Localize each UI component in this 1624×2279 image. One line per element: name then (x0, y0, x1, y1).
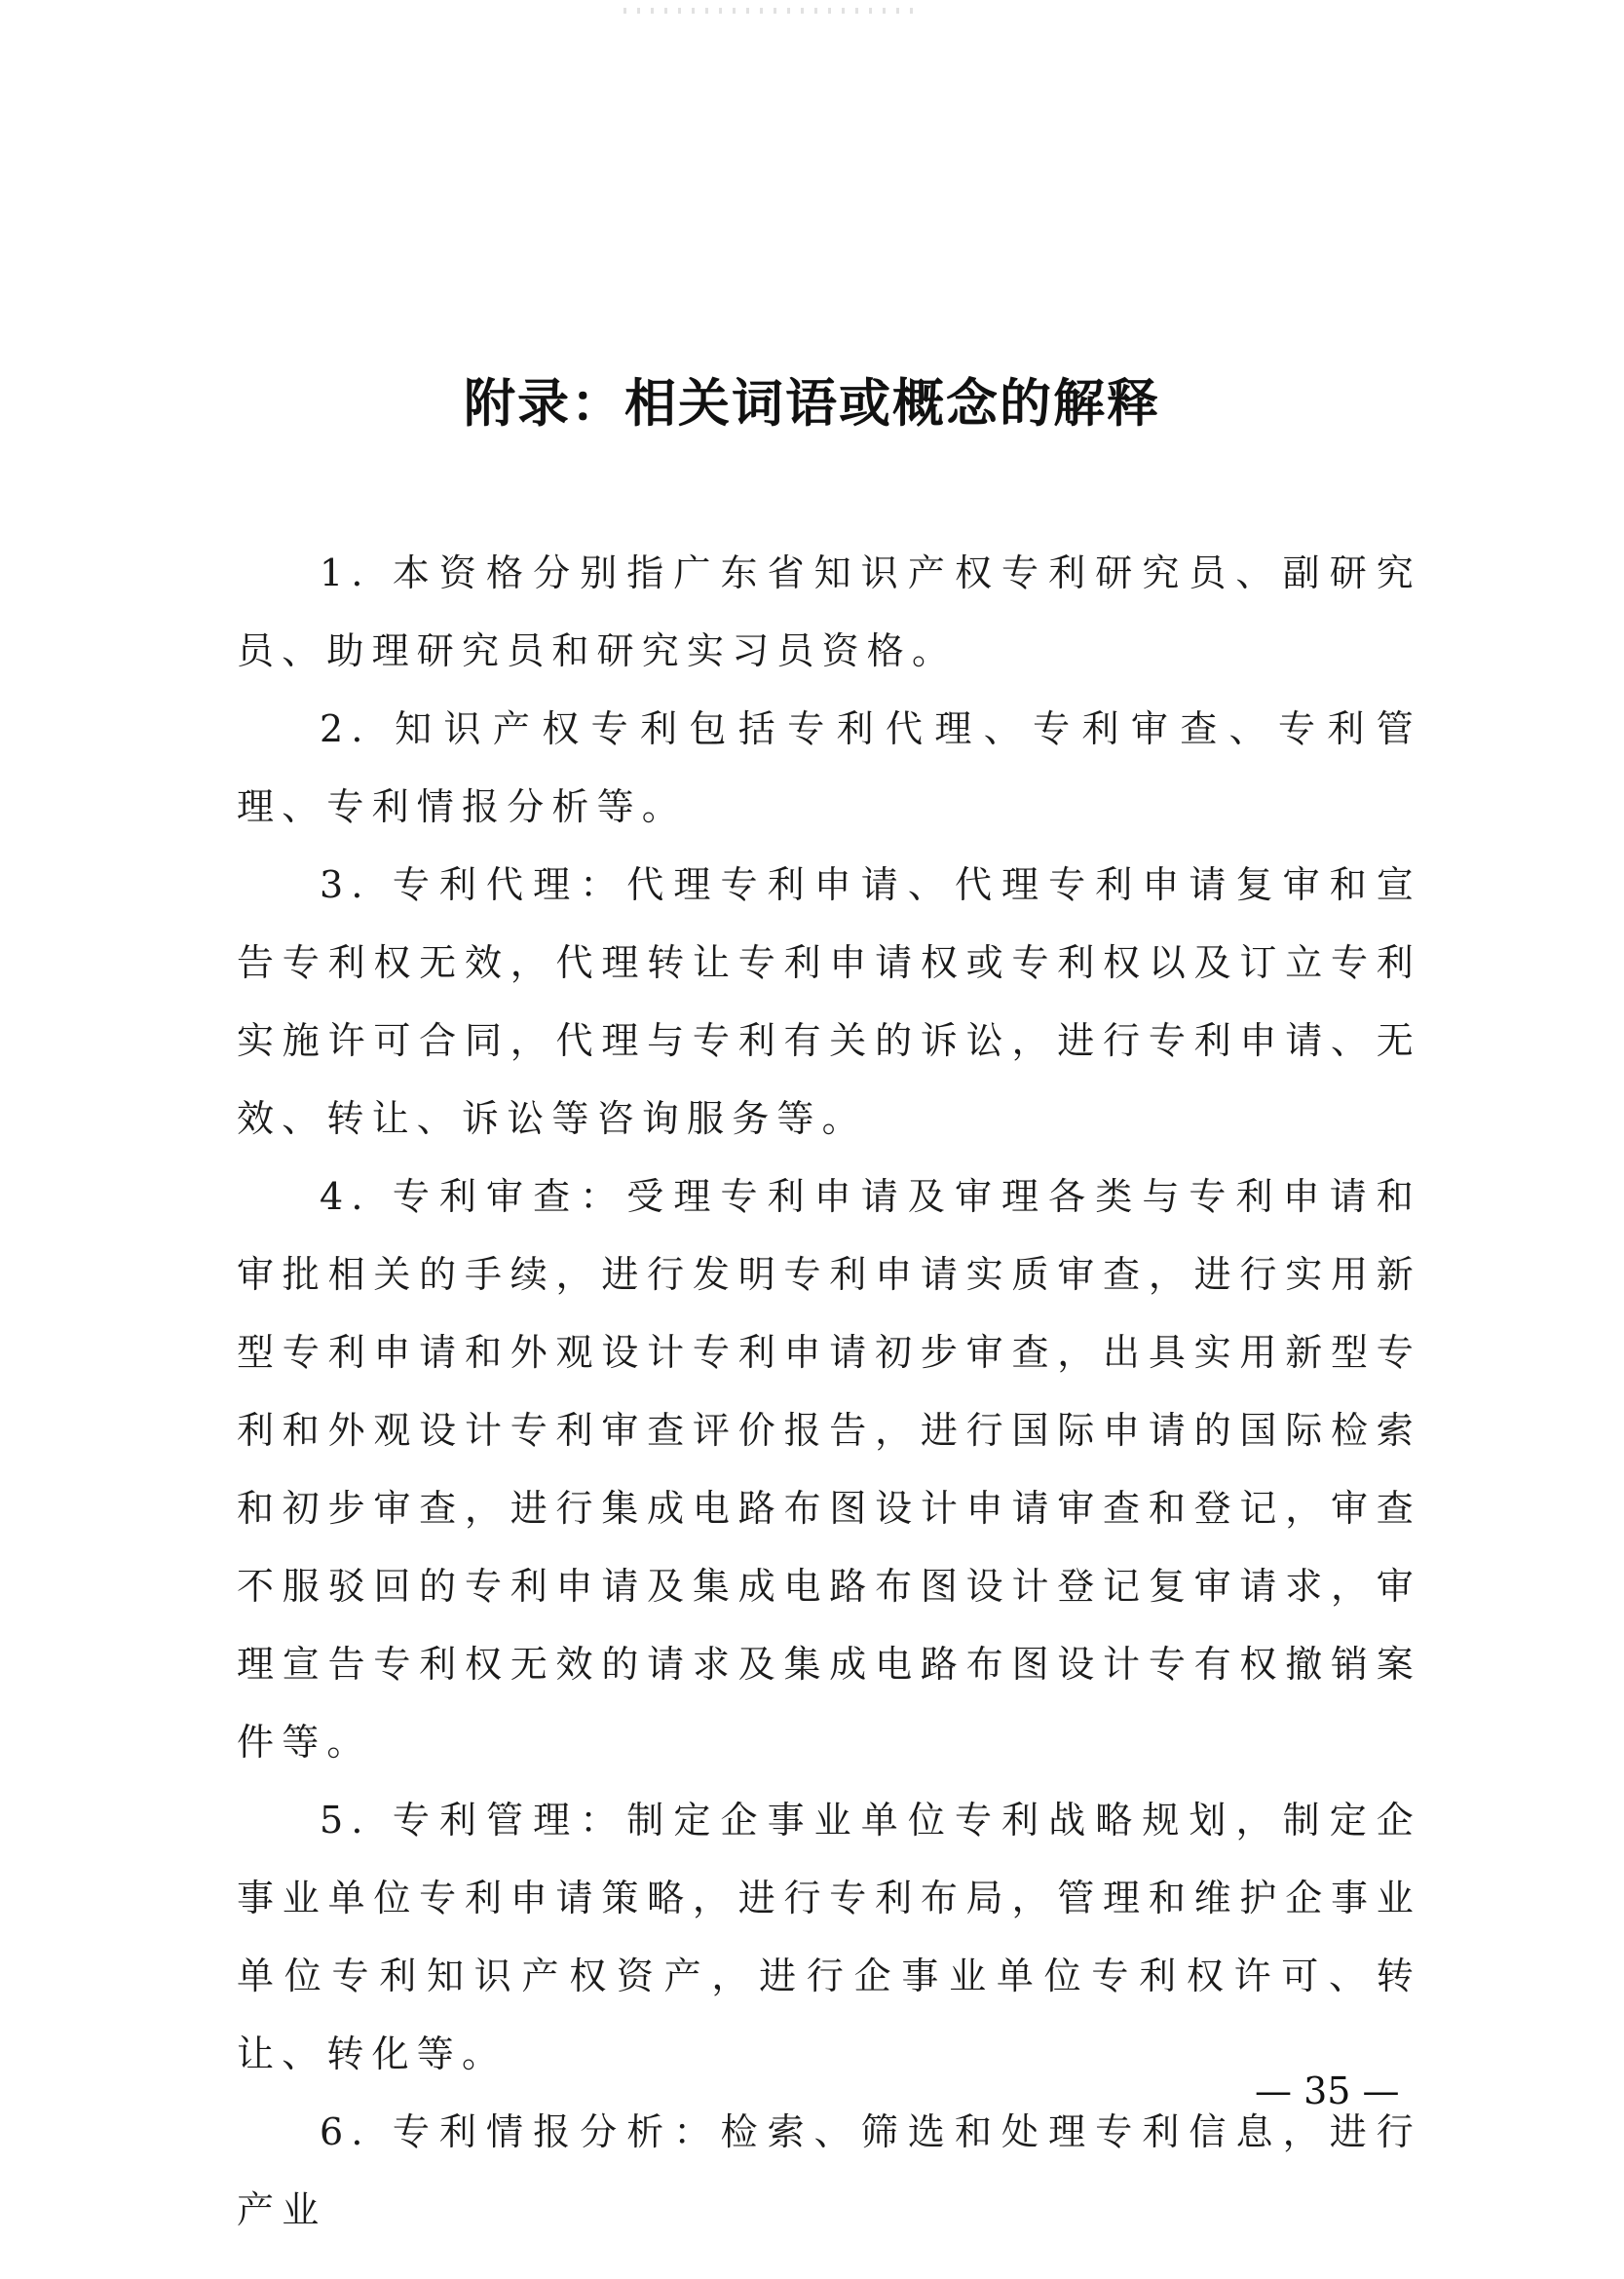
paragraph-6: 6. 专利情报分析：检索、筛选和处理专利信息，进行产业 (237, 2110, 1421, 2231)
paragraph-1: 1. 本资格分别指广东省知识产权专利研究员、副研究员、助理研究员和研究实习员资格。 (237, 551, 1421, 672)
scan-artifact (623, 8, 916, 14)
page-number: — 35 — (1255, 2070, 1400, 2112)
paragraph-3: 3. 专利代理：代理专利申请、代理专利申请复审和宣告专利权无效，代理转让专利申请权或专利权以及订立专利实施许可合同，代理与专利有关的诉讼，进行专利申请、无效、转让、诉讼等咨询服务等。 (237, 863, 1421, 1140)
paragraph-2: 2. 知识产权专利包括专利代理、专利审查、专利管理、专利情报分析等。 (237, 707, 1421, 828)
document-body (237, 534, 1421, 2249)
paragraph-4: 4. 专利审查：受理专利申请及审理各类与专利申请和审批相关的手续，进行发明专利申请实质审查，进行实用新型专利申请和外观设计专利申请初步审查，出具实用新型专利和外观设计专利审查评价报告，进行国际申请的国际检索和初步审查，进行集成电路布图设计申请审查和登记，审查不服驳回的专利申请及集成电路布图设计登记复审请求，审理宣告专利权无效的请求及集成电路布图设计专有权撤销案件等。 (237, 1175, 1421, 1764)
paragraph-5: 5. 专利管理：制定企事业单位专利战略规划，制定企事业单位专利申请策略，进行专利布局，管理和维护企事业单位专利知识产权资产，进行企事业单位专利权许可、转让、转化等。 (237, 1799, 1421, 2075)
page-title: 附录：相关词语或概念的解释 (464, 374, 1160, 434)
